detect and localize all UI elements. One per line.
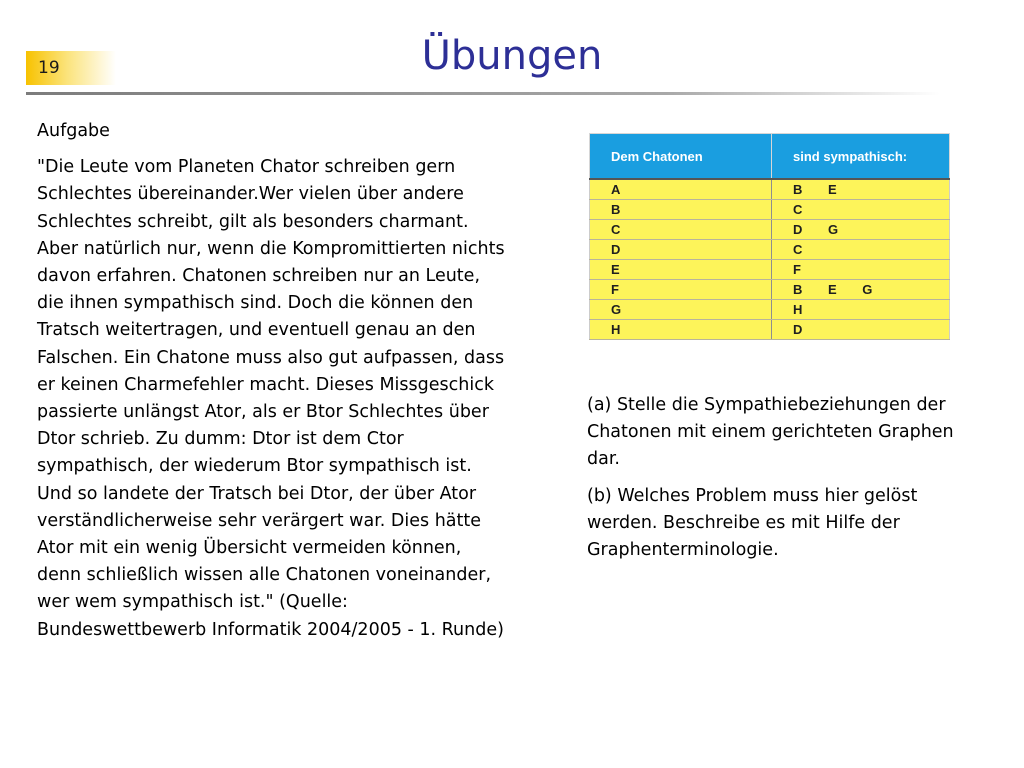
table-cell: B E	[772, 179, 950, 200]
table-cell: D	[772, 320, 950, 340]
table-row	[590, 260, 950, 280]
questions-section	[587, 392, 987, 573]
aufgabe-section	[37, 118, 507, 644]
table-cell: E	[590, 260, 772, 280]
table-row	[590, 220, 950, 240]
slide-number: 19	[26, 51, 116, 85]
table-cell: G	[590, 300, 772, 320]
table-cell: D	[590, 240, 772, 260]
table-cell: C	[590, 220, 772, 240]
table-cell: H	[772, 300, 950, 320]
table-cell: B E G	[772, 280, 950, 300]
table-row	[590, 200, 950, 220]
table-cell: B	[590, 200, 772, 220]
table-row	[590, 300, 950, 320]
column-header-chatone: Dem Chatonen	[590, 134, 772, 180]
question-a: (a) Stelle die Sympathiebeziehungen der Chatonen mit einem gerichteten Graphen dar.	[587, 395, 954, 470]
table-row	[590, 240, 950, 260]
title-divider	[26, 92, 940, 95]
table-row	[590, 320, 950, 340]
table-header-row	[590, 134, 950, 180]
table-cell: A	[590, 179, 772, 200]
table-cell: D G	[772, 220, 950, 240]
aufgabe-text: "Die Leute vom Planeten Chator schreiben gern Schlechtes übereinander.Wer vielen über andere Schlechtes schreibt, gilt als besonders charmant. Aber natürlich nur, wenn die Kompromittierten nichts davon erfahren. Chatonen schreiben nur an Leute, die ihnen sympathisch sind. Doch die können den Tratsch weitertragen, und eventuell genau an den Falschen. Ein Chatone muss also gut aufpassen, dass er keinen Charmefehler macht. Dieses Missgeschick passierte unlängst Ator, als er Btor Schlechtes über Dtor schrieb. Zu dumm: Dtor ist dem Ctor sympathisch, der wiederum Btor sympathisch ist. Und so landete der Tratsch bei Dtor, der über Ator verständlicherweise sehr verärgert war. Dies hätte Ator mit ein wenig Übersicht vermeiden können, denn schließlich wissen alle Chatonen voneinander, wer wem sympathisch ist." (Quelle: Bundeswettbewerb Informatik 2004/2005 - 1. Runde)	[37, 157, 505, 640]
table-cell: C	[772, 200, 950, 220]
slide-title: Übungen	[421, 33, 603, 79]
table-cell: C	[772, 240, 950, 260]
table-cell: F	[772, 260, 950, 280]
table-cell: F	[590, 280, 772, 300]
column-header-sympathisch: sind sympathisch:	[772, 134, 950, 180]
question-b: (b) Welches Problem muss hier gelöst werden. Beschreibe es mit Hilfe der Graphenterminologie.	[587, 485, 918, 561]
table-cell: H	[590, 320, 772, 340]
table-row	[590, 179, 950, 200]
sympathy-table	[589, 133, 950, 340]
table-row	[590, 280, 950, 300]
aufgabe-heading: Aufgabe	[37, 121, 110, 141]
